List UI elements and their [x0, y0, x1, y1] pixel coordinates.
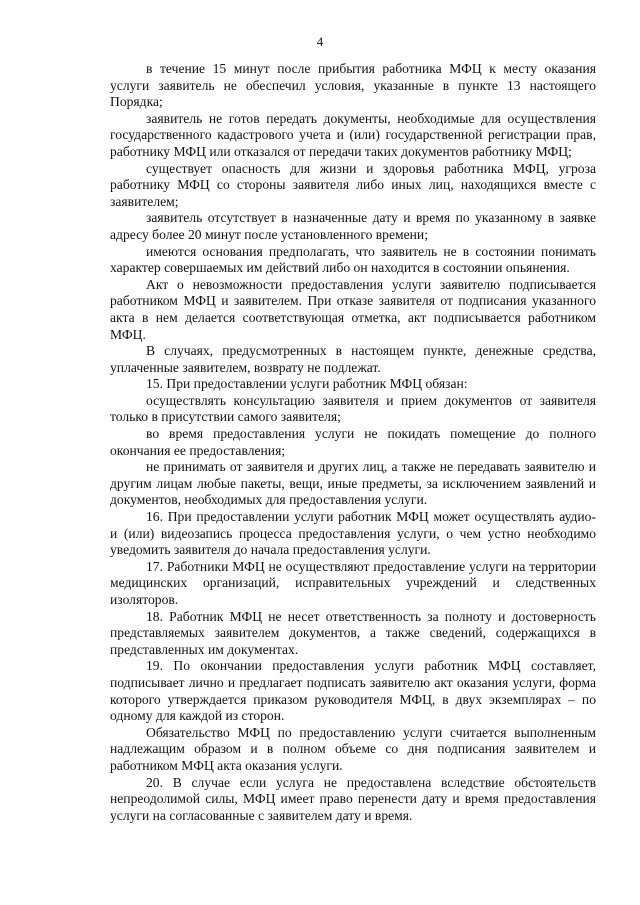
- page-number: 4: [316, 34, 324, 49]
- paragraph-item-15: 15. При предоставлении услуги работник МФЦ обязан:: [146, 376, 468, 392]
- paragraph: существует опасность для жизни и здоровья работника МФЦ, угроза работнику МФЦ со стороны заявителя либо иных лиц, находящихся вместе с заявителем;: [110, 160, 596, 209]
- paragraph: имеются основания предполагать, что заявитель не в состоянии понимать характер совершаемых им действий либо он находится в состоянии опьянения.: [110, 243, 596, 276]
- paragraph: в течение 15 минут после прибытия работника МФЦ к месту оказания услуги заявитель не обеспечил условия, указанные в пункте 13 настоящего Порядка;: [110, 61, 596, 110]
- paragraph: во время предоставления услуги не покидать помещение до полного окончания ее предоставления;: [110, 426, 596, 458]
- paragraph: заявитель не готов передать документы, необходимые для осуществления государственного кадастрового учета и (или) государственной регистрации прав, работнику МФЦ или отказался от передачи таких документов работнику МФЦ;: [110, 110, 596, 159]
- paragraph: Обязательство МФЦ по предоставлению услуги считается выполненным надлежащим образом и в полном объеме со дня подписания заявителем и работником МФЦ акта оказания услуги.: [110, 724, 596, 773]
- paragraph-item-19: 19. По окончании предоставления услуги работник МФЦ составляет, подписывает лично и предлагает подписать заявителю акт оказания услуги, форма которого утверждается приказом руководителя МФЦ, в двух экземплярах – по одному для каждой из сторон.: [110, 658, 596, 724]
- paragraph-item-18: 18. Работник МФЦ не несет ответственность за полноту и достоверность представляемых заявителем документов, а также сведений, содержащихся в представленных им документах.: [110, 608, 596, 657]
- document-body: [110, 61, 596, 824]
- paragraph: не принимать от заявителя и других лиц, а также не передавать заявителю и другим лицам любые пакеты, вещи, иные предметы, за исключением заявлений и документов, необходимых для предоставления услуги.: [110, 459, 596, 508]
- paragraph: В случаях, предусмотренных в настоящем пункте, денежные средства, уплаченные заявителем, возврату не подлежат.: [110, 343, 596, 375]
- paragraph-item-16: 16. При предоставлении услуги работник МФЦ может осуществлять аудио- и (или) видеозапись процесса предоставления услуги, о чем устно необходимо уведомить заявителя до начала предоставления услуги.: [110, 509, 596, 558]
- paragraph-item-20: 20. В случае если услуга не предоставлена вследствие обстоятельств непреодолимой силы, МФЦ имеет право перенести дату и время предоставления услуги на согласованные с заявителем дату и время.: [110, 774, 596, 823]
- paragraph: Акт о невозможности предоставления услуги заявителю подписывается работником МФЦ и заявителем. При отказе заявителя от подписания указанного акта в нем делается соответствующая отметка, акт подписывается работником МФЦ.: [110, 276, 596, 342]
- paragraph: осуществлять консультацию заявителя и прием документов от заявителя только в присутствии самого заявителя;: [110, 392, 596, 425]
- paragraph-item-17: 17. Работники МФЦ не осуществляют предоставление услуги на территории медицинских организаций, исправительных учреждений и следственных изоляторов.: [110, 558, 596, 607]
- paragraph: заявитель отсутствует в назначенные дату и время по указанному в заявке адресу более 20 минут после установленного времени;: [110, 210, 596, 242]
